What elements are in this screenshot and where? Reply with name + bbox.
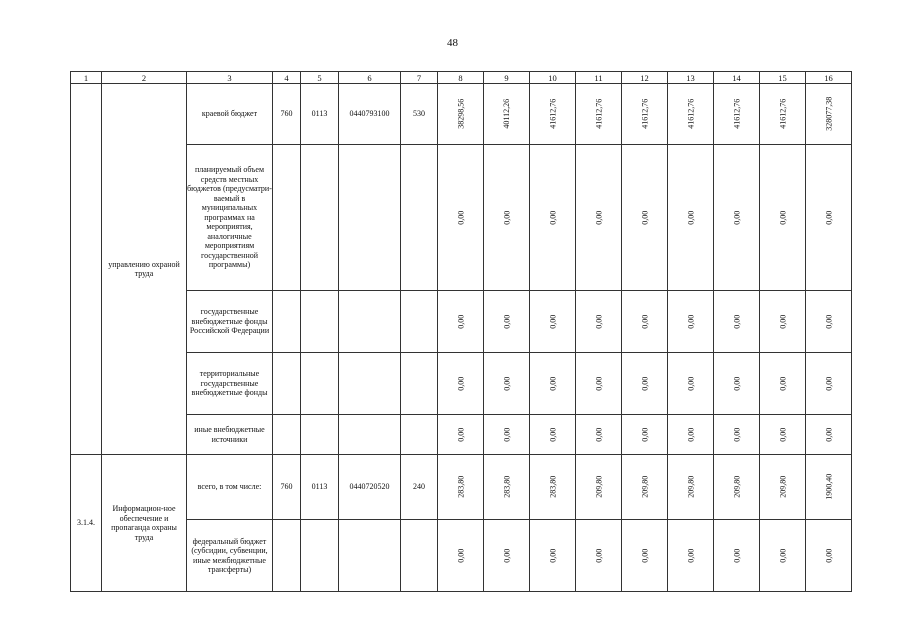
amount-cell [806, 455, 852, 520]
amount-value: 209,80 [685, 476, 695, 498]
table-row [71, 84, 852, 145]
amount-cell [806, 84, 852, 145]
amount-value: 0,00 [455, 314, 465, 329]
classification-code [339, 415, 401, 455]
table-row [71, 353, 852, 415]
amount-value: 0,00 [547, 314, 557, 329]
column-header: 13 [668, 72, 714, 84]
amount-cell [484, 455, 530, 520]
amount-value: 0,00 [731, 548, 741, 563]
amount-value: 0,00 [685, 376, 695, 391]
amount-cell [530, 84, 576, 145]
classification-code [401, 145, 438, 291]
classification-code [301, 520, 339, 592]
column-header: 6 [339, 72, 401, 84]
amount-value: 0,00 [823, 210, 833, 225]
budget-table [70, 71, 852, 592]
amount-cell [668, 455, 714, 520]
amount-value: 209,80 [777, 476, 787, 498]
measure-name: управлению охраной труда [102, 84, 187, 455]
table-row [71, 291, 852, 353]
column-header: 3 [187, 72, 273, 84]
funding-source-label: государственные внебюджетные фонды Российской Федерации [189, 307, 270, 336]
classification-code: 530 [401, 84, 438, 145]
amount-value: 0,00 [547, 548, 557, 563]
header-row [71, 72, 852, 84]
amount-cell [576, 291, 622, 353]
amount-cell [530, 353, 576, 415]
classification-code [301, 353, 339, 415]
classification-code [273, 520, 301, 592]
amount-cell [622, 455, 668, 520]
amount-cell [622, 291, 668, 353]
amount-cell [806, 520, 852, 592]
amount-cell [484, 291, 530, 353]
amount-cell [438, 145, 484, 291]
amount-cell [622, 84, 668, 145]
amount-value: 0,00 [547, 376, 557, 391]
classification-code [301, 415, 339, 455]
amount-value: 0,00 [731, 314, 741, 329]
amount-cell [576, 84, 622, 145]
amount-cell [484, 520, 530, 592]
amount-cell [484, 353, 530, 415]
amount-cell [714, 145, 760, 291]
amount-value: 41612,76 [593, 99, 603, 129]
classification-code [273, 291, 301, 353]
column-header: 12 [622, 72, 668, 84]
column-header: 7 [401, 72, 438, 84]
table-row [71, 455, 852, 520]
classification-code [273, 353, 301, 415]
amount-cell [760, 455, 806, 520]
column-header: 8 [438, 72, 484, 84]
amount-cell [760, 415, 806, 455]
amount-value: 38298,56 [455, 99, 465, 129]
classification-code [401, 520, 438, 592]
amount-value: 0,00 [501, 548, 511, 563]
amount-value: 0,00 [685, 314, 695, 329]
amount-value: 0,00 [823, 548, 833, 563]
amount-cell [484, 415, 530, 455]
amount-value: 0,00 [823, 427, 833, 442]
amount-value: 40112,26 [501, 99, 511, 129]
amount-cell [760, 84, 806, 145]
amount-cell [668, 520, 714, 592]
amount-value: 0,00 [685, 548, 695, 563]
amount-value: 0,00 [639, 427, 649, 442]
amount-value: 0,00 [593, 376, 603, 391]
amount-cell [576, 353, 622, 415]
amount-value: 41612,76 [777, 99, 787, 129]
funding-source [187, 353, 273, 415]
column-header: 11 [576, 72, 622, 84]
table-row [71, 520, 852, 592]
amount-value: 328077,38 [823, 97, 833, 131]
table-row [71, 145, 852, 291]
classification-code [339, 353, 401, 415]
column-header: 16 [806, 72, 852, 84]
row-number: 3.1.4. [71, 455, 102, 592]
amount-cell [668, 145, 714, 291]
amount-value: 0,00 [777, 314, 787, 329]
amount-cell [806, 145, 852, 291]
amount-cell [668, 415, 714, 455]
amount-cell [530, 455, 576, 520]
classification-code [339, 145, 401, 291]
amount-cell [622, 415, 668, 455]
amount-cell [760, 353, 806, 415]
amount-value: 41612,76 [639, 99, 649, 129]
amount-cell [622, 145, 668, 291]
amount-value: 0,00 [593, 314, 603, 329]
classification-code [401, 353, 438, 415]
funding-source [187, 415, 273, 455]
amount-value: 0,00 [639, 210, 649, 225]
amount-value: 0,00 [547, 210, 557, 225]
classification-code [339, 291, 401, 353]
amount-cell [576, 455, 622, 520]
classification-code [401, 291, 438, 353]
funding-source-label: всего, в том числе: [197, 482, 262, 492]
amount-cell [668, 291, 714, 353]
column-header: 1 [71, 72, 102, 84]
amount-value: 0,00 [777, 210, 787, 225]
amount-cell [760, 145, 806, 291]
amount-value: 0,00 [639, 548, 649, 563]
amount-value: 0,00 [455, 210, 465, 225]
classification-code: 0113 [301, 84, 339, 145]
amount-value: 1900,40 [823, 474, 833, 500]
amount-cell [438, 520, 484, 592]
amount-value: 0,00 [593, 210, 603, 225]
amount-cell [806, 291, 852, 353]
amount-value: 0,00 [593, 548, 603, 563]
classification-code: 0440793100 [339, 84, 401, 145]
amount-cell [622, 520, 668, 592]
row-number [71, 84, 102, 455]
funding-source [187, 455, 273, 520]
amount-cell [714, 415, 760, 455]
amount-value: 0,00 [501, 314, 511, 329]
amount-cell [530, 145, 576, 291]
classification-code [301, 291, 339, 353]
column-header: 4 [273, 72, 301, 84]
amount-cell [530, 520, 576, 592]
funding-source-label: территориальные государственные внебюджетные фонды [191, 369, 268, 398]
amount-value: 0,00 [731, 210, 741, 225]
amount-value: 283,80 [501, 476, 511, 498]
amount-value: 0,00 [823, 314, 833, 329]
funding-source [187, 84, 273, 145]
amount-cell [438, 353, 484, 415]
classification-code: 760 [273, 84, 301, 145]
amount-value: 283,80 [547, 476, 557, 498]
amount-value: 41612,76 [731, 99, 741, 129]
amount-cell [668, 353, 714, 415]
classification-code [273, 145, 301, 291]
amount-value: 283,80 [455, 476, 465, 498]
funding-source-label: планируемый объем средств местных бюджетов (предусматри-ваемый в муниципальных программах на мероприятия, аналогичные мероприятиям государственной программы) [187, 165, 272, 270]
amount-value: 0,00 [731, 427, 741, 442]
amount-value: 41612,76 [685, 99, 695, 129]
funding-source-label: федеральный бюджет (субсидии, субвенции, иные межбюджетные трансферты) [191, 536, 268, 574]
amount-cell [484, 84, 530, 145]
amount-cell [806, 353, 852, 415]
classification-code [301, 145, 339, 291]
funding-source [187, 291, 273, 353]
column-header: 14 [714, 72, 760, 84]
classification-code [401, 415, 438, 455]
amount-cell [576, 415, 622, 455]
amount-value: 0,00 [639, 376, 649, 391]
amount-cell [714, 353, 760, 415]
classification-code: 760 [273, 455, 301, 520]
amount-value: 41612,76 [547, 99, 557, 129]
column-header: 5 [301, 72, 339, 84]
amount-value: 0,00 [639, 314, 649, 329]
amount-value: 0,00 [731, 376, 741, 391]
amount-value: 0,00 [685, 427, 695, 442]
amount-cell [714, 84, 760, 145]
funding-source-label: краевой бюджет [201, 109, 258, 119]
amount-value: 0,00 [823, 376, 833, 391]
amount-value: 0,00 [593, 427, 603, 442]
amount-cell [714, 520, 760, 592]
page-number: 48 [447, 37, 458, 49]
amount-value: 209,80 [593, 476, 603, 498]
amount-value: 0,00 [455, 376, 465, 391]
amount-value: 0,00 [501, 210, 511, 225]
column-header: 15 [760, 72, 806, 84]
classification-code: 0440720520 [339, 455, 401, 520]
classification-code: 240 [401, 455, 438, 520]
classification-code [339, 520, 401, 592]
amount-value: 0,00 [777, 548, 787, 563]
amount-cell [438, 455, 484, 520]
classification-code [273, 415, 301, 455]
amount-cell [576, 520, 622, 592]
funding-source [187, 520, 273, 592]
amount-cell [714, 455, 760, 520]
column-header: 2 [102, 72, 187, 84]
amount-cell [484, 145, 530, 291]
amount-cell [806, 415, 852, 455]
column-header: 10 [530, 72, 576, 84]
amount-cell [438, 291, 484, 353]
amount-cell [438, 84, 484, 145]
funding-source [187, 145, 273, 291]
funding-source-label: иные внебюджетные источники [194, 425, 265, 444]
table-body [71, 72, 852, 592]
amount-cell [438, 415, 484, 455]
amount-value: 0,00 [547, 427, 557, 442]
amount-cell [530, 415, 576, 455]
amount-value: 0,00 [455, 427, 465, 442]
amount-value: 0,00 [455, 548, 465, 563]
table-row [71, 415, 852, 455]
amount-cell [530, 291, 576, 353]
amount-cell [714, 291, 760, 353]
amount-value: 0,00 [777, 427, 787, 442]
amount-value: 0,00 [501, 427, 511, 442]
amount-cell [622, 353, 668, 415]
measure-name: Информацион-ное обеспечение и пропаганда охраны труда [102, 455, 187, 592]
amount-value: 209,80 [731, 476, 741, 498]
amount-cell [576, 145, 622, 291]
amount-value: 0,00 [685, 210, 695, 225]
amount-cell [760, 520, 806, 592]
amount-value: 209,80 [639, 476, 649, 498]
classification-code: 0113 [301, 455, 339, 520]
amount-cell [760, 291, 806, 353]
column-header: 9 [484, 72, 530, 84]
amount-value: 0,00 [777, 376, 787, 391]
amount-value: 0,00 [501, 376, 511, 391]
amount-cell [668, 84, 714, 145]
